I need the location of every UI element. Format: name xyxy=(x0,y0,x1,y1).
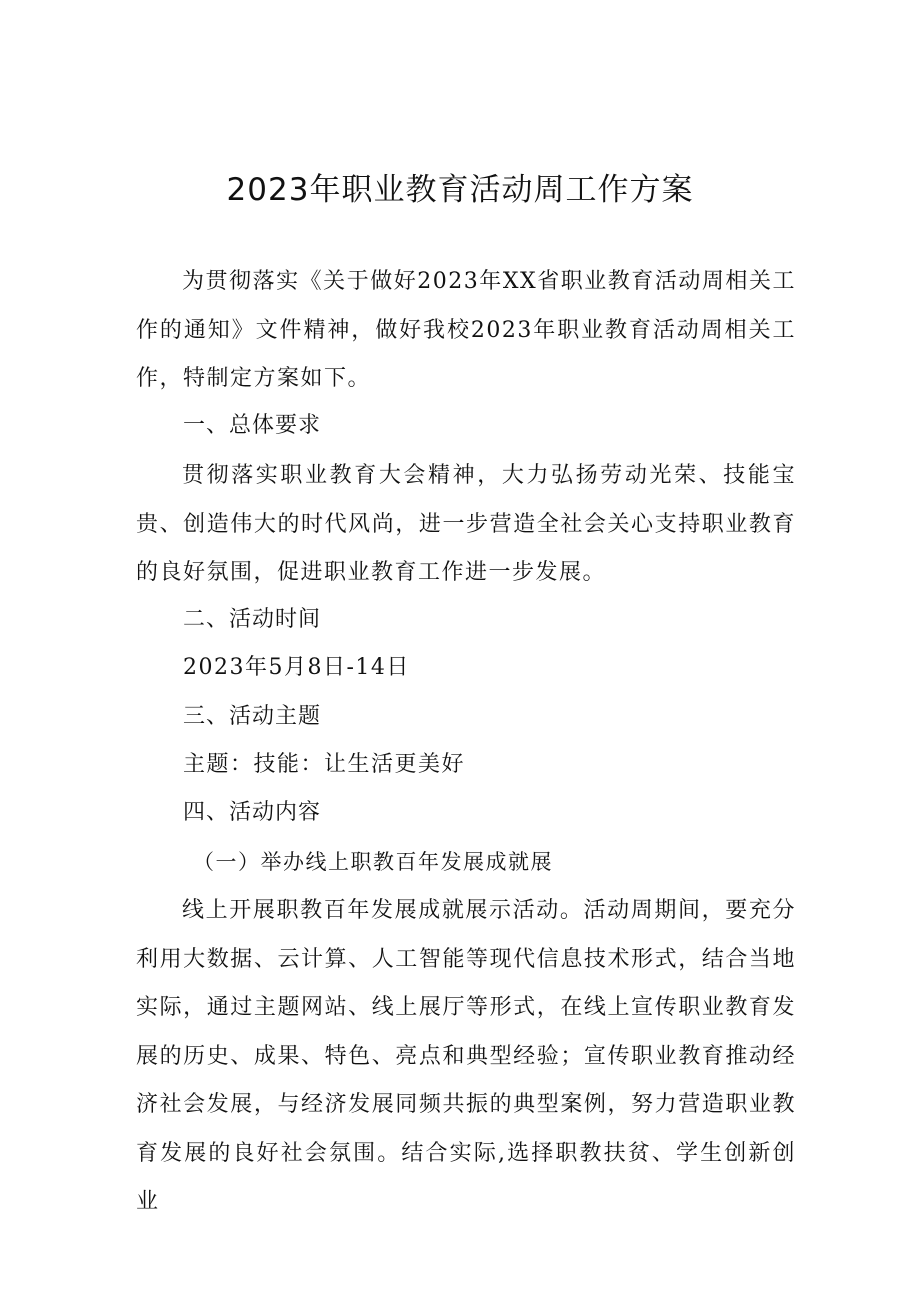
intro-paragraph: 为贯彻落实《关于做好2023年XX省职业教育活动周相关工作的通知》文件精神，做好我校2023年职业教育活动周相关工作，特制定方案如下。 xyxy=(136,269,796,391)
activity-theme-text: 主题：技能：让生活更美好 xyxy=(183,752,466,777)
online-exhibition-paragraph: 线上开展职教百年发展成就展示活动。活动周期间，要充分利用大数据、云计算、人工智能等现代信息技术形式，结合当地实际，通过主题网站、线上展厅等形式，在线上宣传职业教育发展的历史、成果、特色、亮点和典型经验；宣传职业教育推动经济社会发展，与经济发展同频共振的典型案例，努力营造职业教育发展的良好社会氛围。结合实际,选择职教扶贫、学生创新创业 xyxy=(136,898,796,1214)
section-heading-activity-theme: 三、活动主题 xyxy=(183,704,322,729)
document-title: 2023年职业教育活动周工作方案 xyxy=(226,172,694,208)
general-requirements-paragraph: 贯彻落实职业教育大会精神，大力弘扬劳动光荣、技能宝贵、创造伟大的时代风尚，进一步营造全社会关心支持职业教育的良好氛围，促进职业教育工作进一步发展。 xyxy=(136,463,796,585)
section-heading-general-requirements: 一、总体要求 xyxy=(183,413,322,438)
section-heading-activity-time: 二、活动时间 xyxy=(183,607,322,632)
subsection-heading-online-exhibition: （一）举办线上职教百年发展成就展 xyxy=(193,850,553,874)
section-heading-activity-content: 四、活动内容 xyxy=(183,800,322,825)
activity-time-text: 2023年5月8日-14日 xyxy=(183,655,410,680)
